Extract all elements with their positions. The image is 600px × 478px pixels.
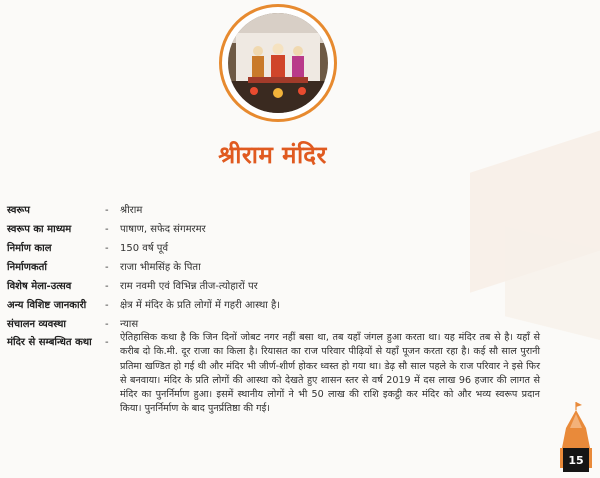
- detail-label: अन्य विशिष्ट जानकारी: [7, 300, 87, 311]
- separator: -: [105, 281, 109, 292]
- detail-value: 150 वर्ष पूर्व: [120, 243, 169, 254]
- detail-value: क्षेत्र में मंदिर के प्रति लोगों में गहरी आस्था है।: [120, 300, 281, 311]
- detail-label: संचालन व्यवस्था: [7, 319, 66, 330]
- detail-value: राम नवमी एवं विभिन्न तीज-त्योहारों पर: [120, 281, 258, 292]
- separator: -: [105, 319, 109, 330]
- history-text: ऐतिहासिक कथा है कि जिन दिनों जोबट नगर नहीं बसा था, तब यहाँ जंगल हुआ करता था। यह मंदिर तब से है। यहाँ से करीब दो कि.मी. दूर राजा का किला है। रियासत का राज परिवार पीढ़ियों से यहाँ पूजन करता रहा है। कई सौ साल पुरानी प्रतिमा खण्डित हो गई थी और मंदिर भी जीर्ण-शीर्ण होकर ध्वस्त हो गया था। डेढ़ सौ साल पहले के राज परिवार ने इसे फिर से बनवाया। मंदिर के प्रति लोगों की आस्था को देखते हुए शासन स्तर से वर्ष 2019 में दस लाख 96 हजार की लागत से मंदिर का पुनर्निर्माण हुआ। इसमें स्थानीय लोगों ने भी 50 लाख की राशि इकट्ठी कर मंदिर को और भव्य स्वरूप प्रदान किया। पुनर्निर्माण के बाद पुनर्प्रतिष्ठा की गई।: [120, 332, 540, 415]
- detail-label: विशेष मेला-उत्सव: [7, 281, 72, 292]
- separator: -: [105, 337, 109, 348]
- detail-value: राजा भीमसिंह के पिता: [120, 262, 201, 273]
- detail-label: निर्माणकर्ता: [7, 262, 47, 273]
- detail-label: निर्माण काल: [7, 243, 52, 254]
- page-number: 15: [563, 448, 589, 472]
- separator: -: [105, 300, 109, 311]
- detail-value: श्रीराम: [120, 205, 143, 216]
- separator: -: [105, 262, 109, 273]
- separator: -: [105, 224, 109, 235]
- separator: -: [105, 243, 109, 254]
- temple-deity-photo: [228, 13, 328, 113]
- history-label: मंदिर से सम्बन्धित कथा: [7, 337, 92, 348]
- detail-label: स्वरूप: [7, 205, 30, 216]
- detail-value: न्यास: [120, 319, 139, 330]
- detail-label: स्वरूप का माध्यम: [7, 224, 72, 235]
- page-title: श्रीराम मंदिर: [218, 141, 327, 169]
- temple-photo-frame: [219, 4, 337, 122]
- detail-value: पाषाण, सफेद संगमरमर: [120, 224, 206, 235]
- separator: -: [105, 205, 109, 216]
